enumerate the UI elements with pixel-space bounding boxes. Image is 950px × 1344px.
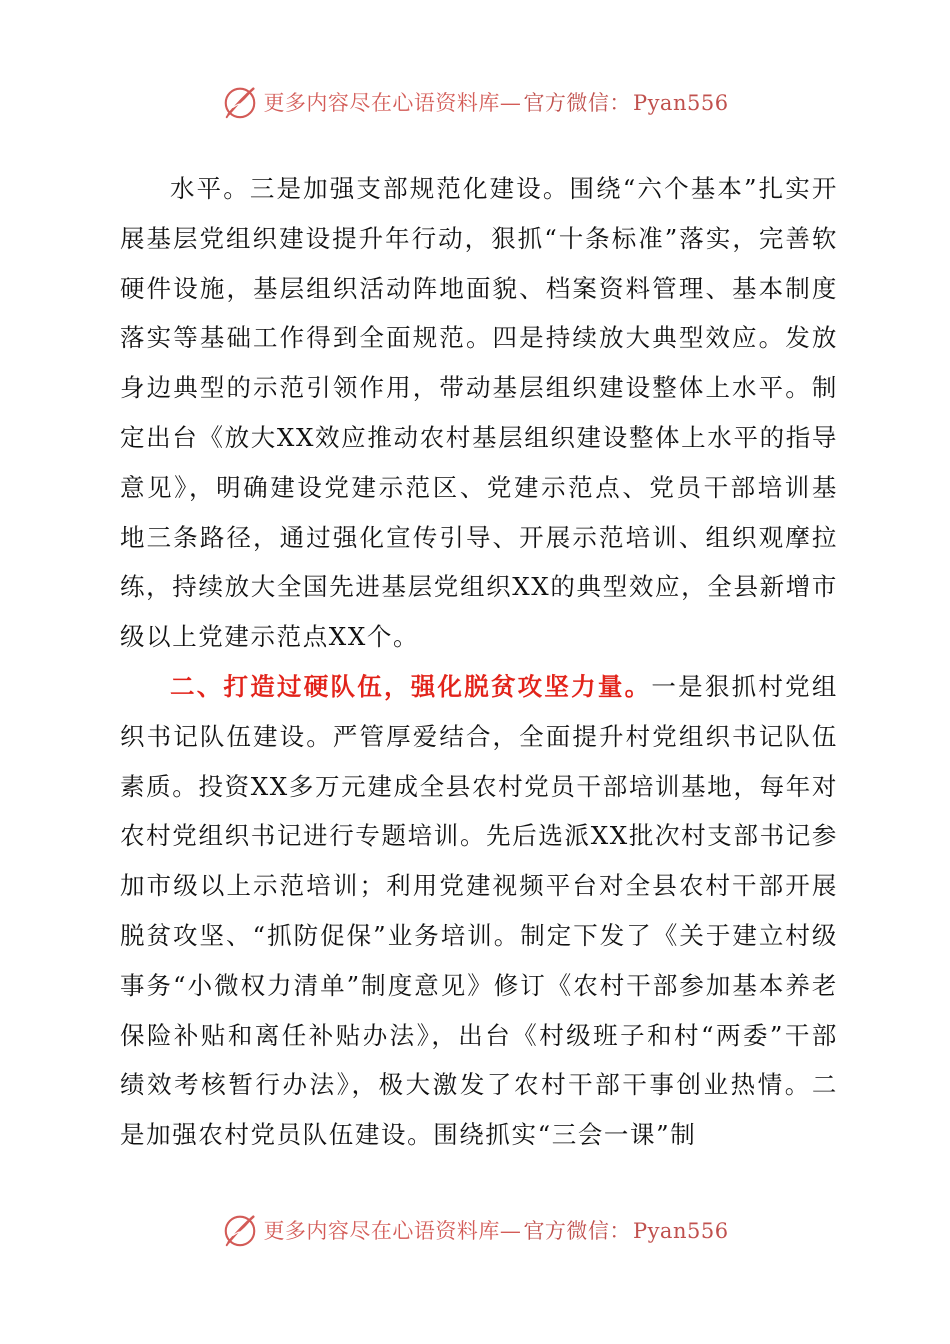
banner-wechat-label: 官方微信： [523, 1219, 631, 1243]
banner-wechat-id: Pyan556 [632, 1219, 729, 1243]
paragraph-section-two [120, 662, 838, 1160]
banner-text [263, 87, 728, 117]
footer-banner [0, 1208, 950, 1252]
banner-site-text: 更多内容尽在心语资料库— [263, 91, 522, 115]
quill-logo-icon [221, 1211, 259, 1249]
banner-wechat-id: Pyan556 [632, 91, 729, 115]
banner-site-text: 更多内容尽在心语资料库— [263, 1219, 522, 1243]
section-two-text: 一是狠抓村党组织书记队伍建设。严管厚爱结合，全面提升村党组织书记队伍素质。投资XX多万元建成全县农村党员干部培训基地，每年对农村党组织书记进行专题培训。先后选派XX批次村支部书记参加市级以上示范培训；利用党建视频平台对全县农村干部开展脱贫攻坚、“抓防促保”业务培训。制定下发了《关于建立村级事务“小微权力清单”制度意见》修订《农村干部参加基本养老保险补贴和离任补贴办法》，出台《村级班子和村“两委”干部绩效考核暂行办法》，极大激发了农村干部干事创业热情。二是加强农村党员队伍建设。围绕抓实“三会一课”制 [120, 671, 838, 1150]
header-banner [0, 80, 950, 124]
document-body [120, 164, 838, 1160]
quill-logo-icon [221, 83, 259, 121]
paragraph-continued: 水平。三是加强支部规范化建设。围绕“六个基本”扎实开展基层党组织建设提升年行动，狠抓“十条标准”落实，完善软硬件设施，基层组织活动阵地面貌、档案资料管理、基本制度落实等基础工作得到全面规范。四是持续放大典型效应。发放身边典型的示范引领作用，带动基层组织建设整体上水平。制定出台《放大XX效应推动农村基层组织建设整体上水平的指导意见》，明确建设党建示范区、党建示范点、党员干部培训基地三条路径，通过强化宣传引导、开展示范培训、组织观摩拉练，持续放大全国先进基层党组织XX的典型效应，全县新增市级以上党建示范点XX个。 [120, 174, 838, 652]
section-heading: 二、打造过硬队伍，强化脱贫攻坚力量。 [170, 671, 652, 701]
banner-wechat-label: 官方微信： [523, 91, 631, 115]
banner-text [263, 1215, 728, 1245]
